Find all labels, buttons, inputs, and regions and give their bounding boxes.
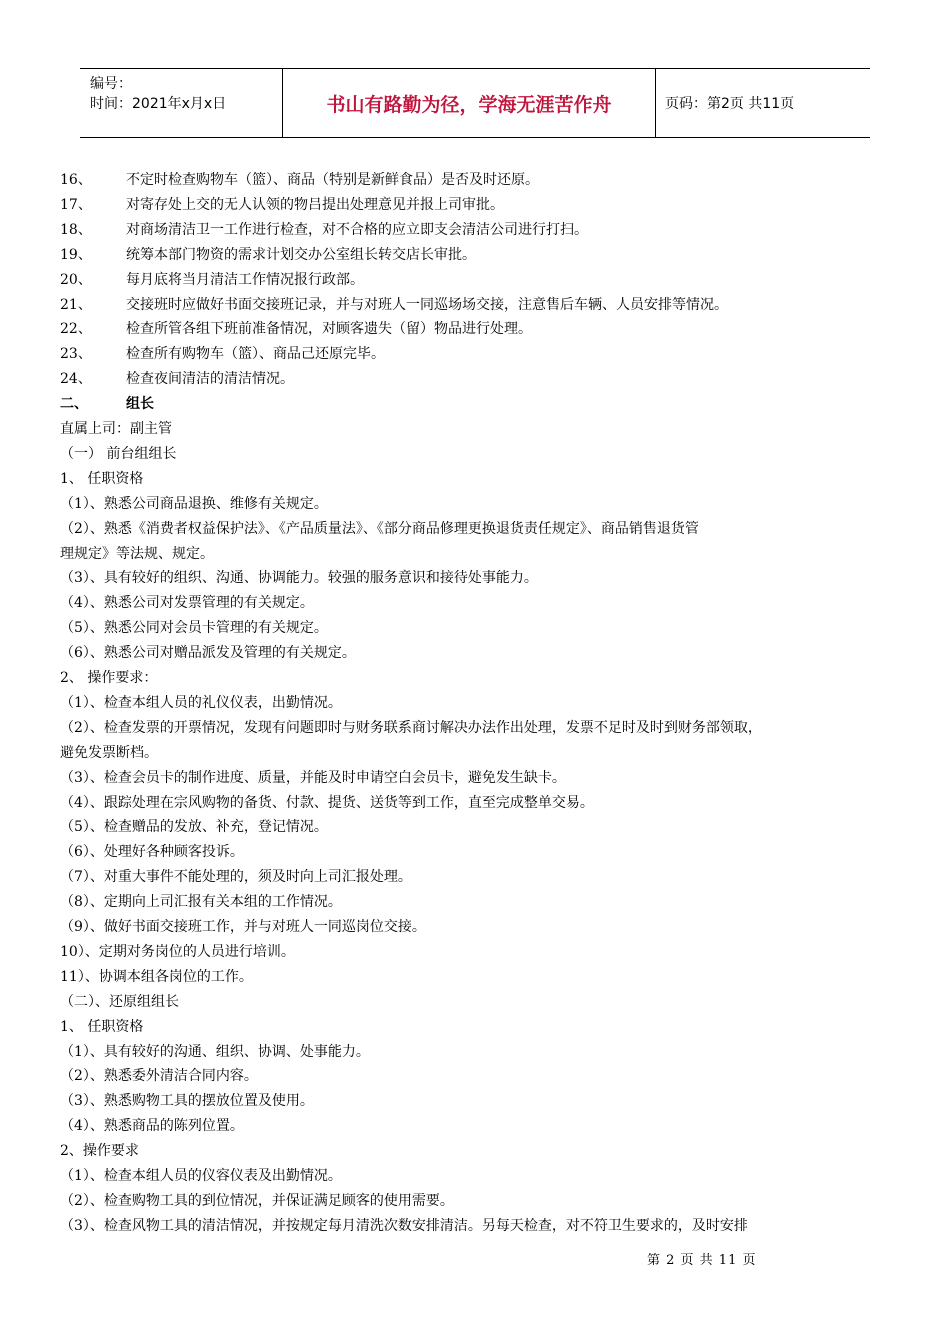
item-number: 22、 [60,321,92,338]
numbered-item [60,319,532,339]
text-line: （4）、熟悉商品的陈列位置。 [60,1118,244,1135]
section-heading [60,394,154,414]
text-line: （2）、熟悉《消费者权益保护法》、《产品质量法》、《部分商品修理更换退货责任规定》、商品销售退货管 [60,520,699,537]
item-text: 对寄存处上交的无人认领的物吕提出处理意见并报上司审批。 [126,196,504,213]
text-line: 10）、定期对务岗位的人员进行培训。 [60,943,295,960]
text-line: 1、 任职资格 [60,1018,144,1035]
page-footer: 第 2 页 共 11 页 [647,1253,757,1268]
item-text: 交接班时应做好书面交接班记录，并与对班人一同巡场场交接，注意售后车辆、人员安排等情况。 [126,296,728,313]
numbered-item [60,369,294,389]
item-number: 18、 [60,221,92,238]
text-line: （1）、检查本组人员的仪容仪表及出勤情况。 [60,1168,342,1184]
text-line: （2）、检查购物工具的到位情况，并保证满足顾客的使用需要。 [60,1192,454,1209]
item-text: 检查夜间清洁的清洁情况。 [126,371,294,388]
item-text: 每月底将当月清洁工作情况报行政部。 [126,271,364,288]
section-number: 二、 [60,396,88,413]
text-line: 理规定》等法规、规定。 [60,545,214,562]
text-line: （5）、检查赠品的发放、补充，登记情况。 [60,819,328,836]
text-line: （1）、熟悉公司商品退换、维修有关规定。 [60,495,328,512]
numbered-item [60,270,364,290]
text-line: （2）、检查发票的开票情况，发现有问题即时与财务联系商讨解决办法作出处理，发票不足时及时到财务部领取， [60,719,762,736]
text-line: 2、 操作要求： [60,670,158,686]
text-line: （一） 前台组组长 [60,445,177,462]
item-text: 不定时检查购物车（篮）、商品（特别是新鲜食品）是否及时还原。 [126,172,539,188]
text-line: （7）、对重大事件不能处理的，须及时向上司汇报处理。 [60,869,412,886]
text-line: 直属上司：副主管 [60,421,172,437]
text-line: （1）、检查本组人员的礼仪仪表，出勤情况。 [60,694,342,711]
text-line: 避免发票断档。 [60,744,158,761]
text-line: （8）、定期向上司汇报有关本组的工作情况。 [60,894,342,911]
text-line: （5）、熟悉公同对会员卡管理的有关规定。 [60,620,328,637]
item-number: 24、 [60,371,92,388]
text-line: （2）、熟悉委外清洁合同内容。 [60,1068,258,1085]
text-line: （6）、熟悉公司对赠品派发及管理的有关规定。 [60,645,356,662]
text-line: （4）、熟悉公司对发票管理的有关规定。 [60,595,314,612]
item-number: 16、 [60,172,92,188]
text-line: （3）、检查会员卡的制作进度、质量，并能及时申请空白会员卡，避免发生缺卡。 [60,769,566,786]
text-line: （二）、还原组组长 [60,993,179,1010]
item-number: 21、 [60,296,92,313]
text-line: （1）、具有较好的沟通、组织、协调、处事能力。 [60,1043,370,1060]
text-line: （9）、做好书面交接班工作，并与对班人一同巡岗位交接。 [60,919,426,935]
header-number-label: 编号： [90,76,132,92]
header-motto: 书山有路勤为径，学海无涯苦作舟 [282,69,656,137]
section-title: 组长 [126,396,154,413]
item-number: 19、 [60,246,92,263]
document-header [80,68,870,138]
header-time-label: 时间：2021年x月x日 [90,96,227,112]
text-line: （6）、处理好各种顾客投诉。 [60,844,244,861]
header-meta-cell [80,69,282,137]
header-page-info: 页码：第2页 共11页 [665,96,795,112]
item-number: 23、 [60,346,92,363]
item-text: 检查所管各组下班前准备情况，对顾客遗失（留）物品进行处理。 [126,321,532,338]
numbered-item [60,220,588,240]
text-line: 1、 任职资格 [60,470,144,487]
item-text: 统筹本部门物资的需求计划交办公室组长转交店长审批。 [126,246,476,263]
text-line: （3）、熟悉购物工具的摆放位置及使用。 [60,1093,314,1110]
item-text: 检查所有购物车（篮）、商品己还原完毕。 [126,346,385,363]
numbered-item [60,195,504,215]
numbered-item [60,344,385,364]
text-line: 11）、协调本组各岗位的工作。 [60,968,253,985]
item-number: 20、 [60,271,92,288]
numbered-item [60,295,728,315]
text-line: （3）、具有较好的组织、沟通、协调能力。较强的服务意识和接待处事能力。 [60,570,538,587]
numbered-item [60,170,539,190]
item-number: 17、 [60,196,92,213]
numbered-item [60,245,476,265]
text-line: （3）、检查风物工具的清洁情况，并按规定每月清洗次数安排清洁。另每天检查，对不符卫生要求的，及时安排 [60,1217,748,1234]
item-text: 对商场清洁卫一工作进行检查，对不合格的应立即支会清洁公司进行打扫。 [126,221,588,238]
text-line: （4）、跟踪处理在宗风购物的备货、付款、提货、送货等到工作，直至完成整单交易。 [60,794,594,811]
text-line: 2、操作要求 [60,1143,139,1160]
